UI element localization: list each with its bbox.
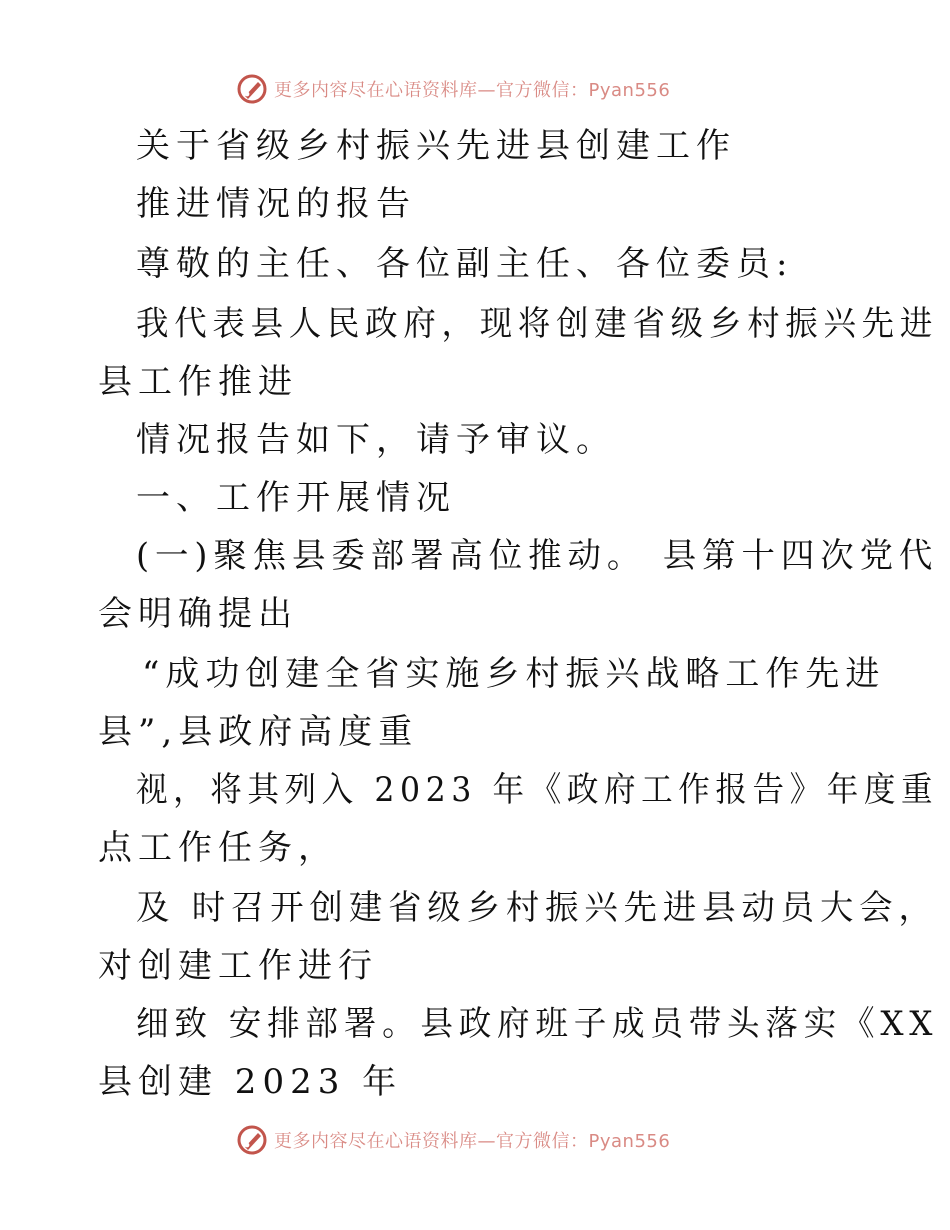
header-watermark bbox=[236, 72, 670, 106]
section-heading: 一、工作开展情况 bbox=[136, 478, 456, 518]
watermark-text: 更多内容尽在心语资料库—官方微信：Pyan556 bbox=[274, 80, 671, 101]
paragraph-line: 会明确提出 bbox=[98, 594, 298, 634]
footer-watermark bbox=[236, 1123, 670, 1157]
watermark-text: 更多内容尽在心语资料库—官方微信：Pyan556 bbox=[274, 1131, 671, 1152]
paragraph-line: 县”,县政府高度重 bbox=[98, 712, 419, 752]
salutation: 尊敬的主任、各位副主任、各位委员: bbox=[136, 244, 794, 284]
paragraph-line: 点工作任务， bbox=[98, 828, 338, 868]
paragraph-line: “成功创建全省实施乡村振兴战略工作先进 bbox=[142, 654, 886, 694]
pen-seal-logo-icon bbox=[236, 73, 268, 105]
title-line-1: 关于省级乡村振兴先进县创建工作 bbox=[136, 126, 736, 166]
pen-seal-logo-icon bbox=[236, 1124, 268, 1156]
paragraph-line: 对创建工作进行 bbox=[98, 946, 378, 986]
paragraph-line: 视，将其列入 2023 年《政府工作报告》年度重 bbox=[136, 770, 939, 810]
paragraph-line: 细致 安排部署。县政府班子成员带头落实《XX bbox=[136, 1004, 939, 1044]
paragraph-line: 县工作推进 bbox=[98, 362, 298, 402]
title-line-2: 推进情况的报告 bbox=[136, 184, 416, 224]
paragraph-line: 县创建 2023 年 bbox=[98, 1062, 403, 1102]
paragraph-line: (一)聚焦县委部署高位推动。 县第十四次党代 bbox=[136, 536, 939, 576]
paragraph-line: 及 时召开创建省级乡村振兴先进县动员大会， bbox=[136, 888, 938, 928]
paragraph-line: 我代表县人民政府，现将创建省级乡村振兴先进 bbox=[136, 304, 939, 344]
paragraph-line: 情况报告如下，请予审议。 bbox=[136, 420, 616, 460]
